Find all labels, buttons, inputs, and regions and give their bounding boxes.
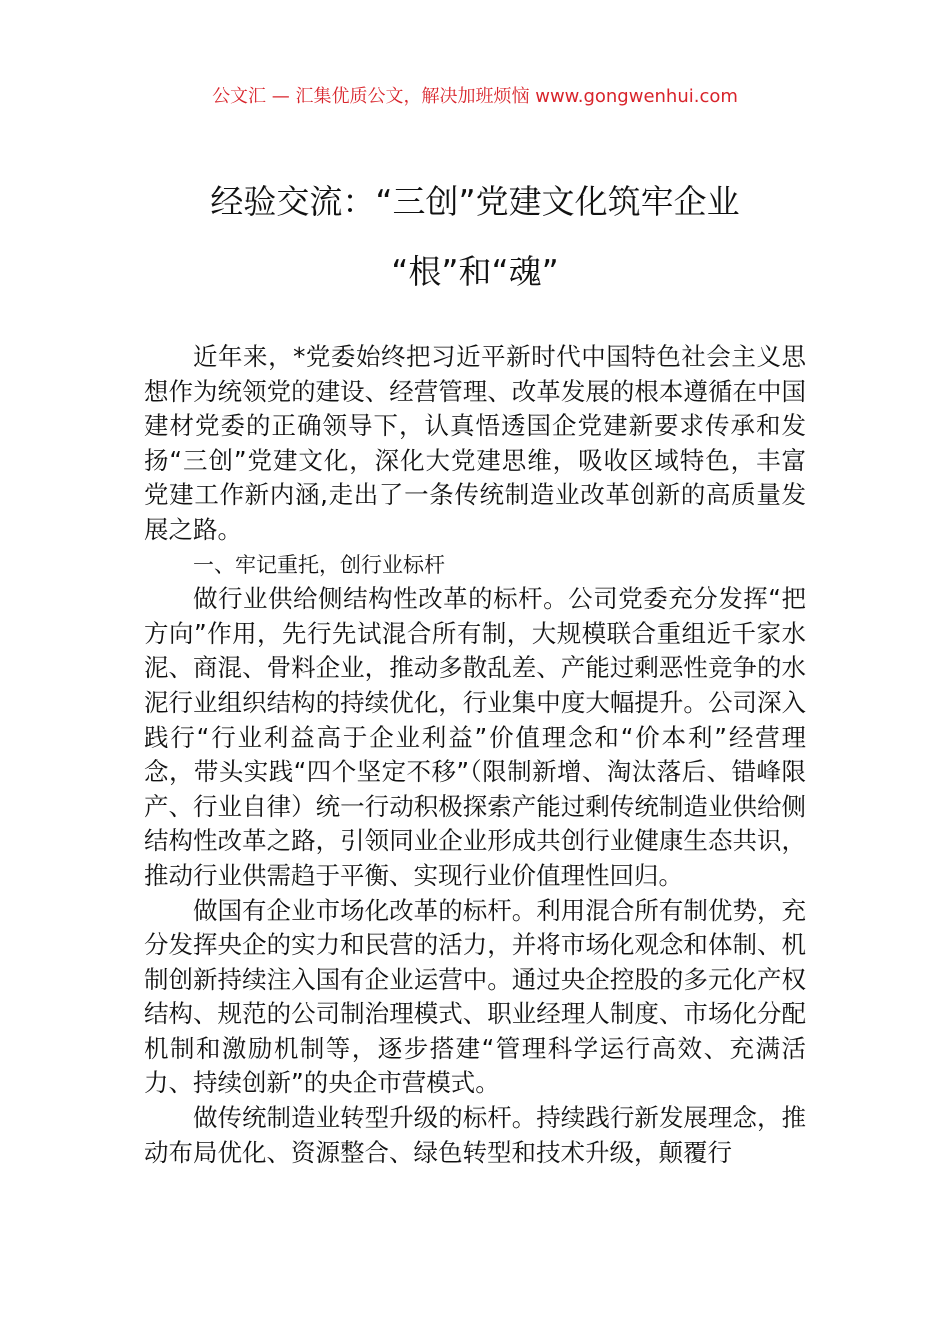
header-banner[interactable]: 公文汇 — 汇集优质公文，解决加班烦恼 www.gongwenhui.com	[212, 86, 738, 107]
document-body	[144, 340, 806, 1170]
paragraph-soe-market-reform: 做国有企业市场化改革的标杆。利用混合所有制优势，充分发挥央企的实力和民营的活力，并将市场化观念和体制、机制创新持续注入国有企业运营中。通过央企控股的多元化产权结构、规范的公司制治理模式、职业经理人制度、市场化分配机制和激励机制等，逐步搭建“管理科学运行高效、充满活力、持续创新”的央企市营模式。	[144, 895, 806, 1098]
document-title-line-2: “根”和“魂”	[391, 252, 559, 291]
section-heading-1: 一、牢记重托，创行业标杆	[193, 552, 445, 577]
paragraph-manufacturing-upgrade: 做传统制造业转型升级的标杆。持续践行新发展理念，推动布局优化、资源整合、绿色转型和技术升级，颠覆行	[144, 1103, 806, 1167]
paragraph-intro: 近年来，*党委始终把习近平新时代中国特色社会主义思想作为统领党的建设、经营管理、改革发展的根本遵循在中国建材党委的正确领导下，认真悟透国企党建新要求传承和发扬“三创”党建文化，深化大党建思维，吸收区域特色，丰富党建工作新内涵,走出了一条传统制造业改革创新的高质量发展之路。	[144, 342, 806, 544]
document-title-line-1: 经验交流：“三创”党建文化筑牢企业	[210, 182, 740, 221]
paragraph-supply-side-reform: 做行业供给侧结构性改革的标杆。公司党委充分发挥“把方向”作用，先行先试混合所有制，大规模联合重组近千家水泥、商混、骨料企业，推动多散乱差、产能过剩恶性竞争的水泥行业组织结构的持续优化，行业集中度大幅提升。公司深入践行“行业利益高于企业利益”价值理念和“价本利”经营理念，带头实践“四个坚定不移”（限制新增、淘汰落后、错峰限产、行业自律）统一行动积极探索产能过剩传统制造业供给侧结构性改革之路，引领同业企业形成共创行业健康生态共识，推动行业供需趋于平衡、实现行业价值理性回归。	[144, 584, 806, 890]
